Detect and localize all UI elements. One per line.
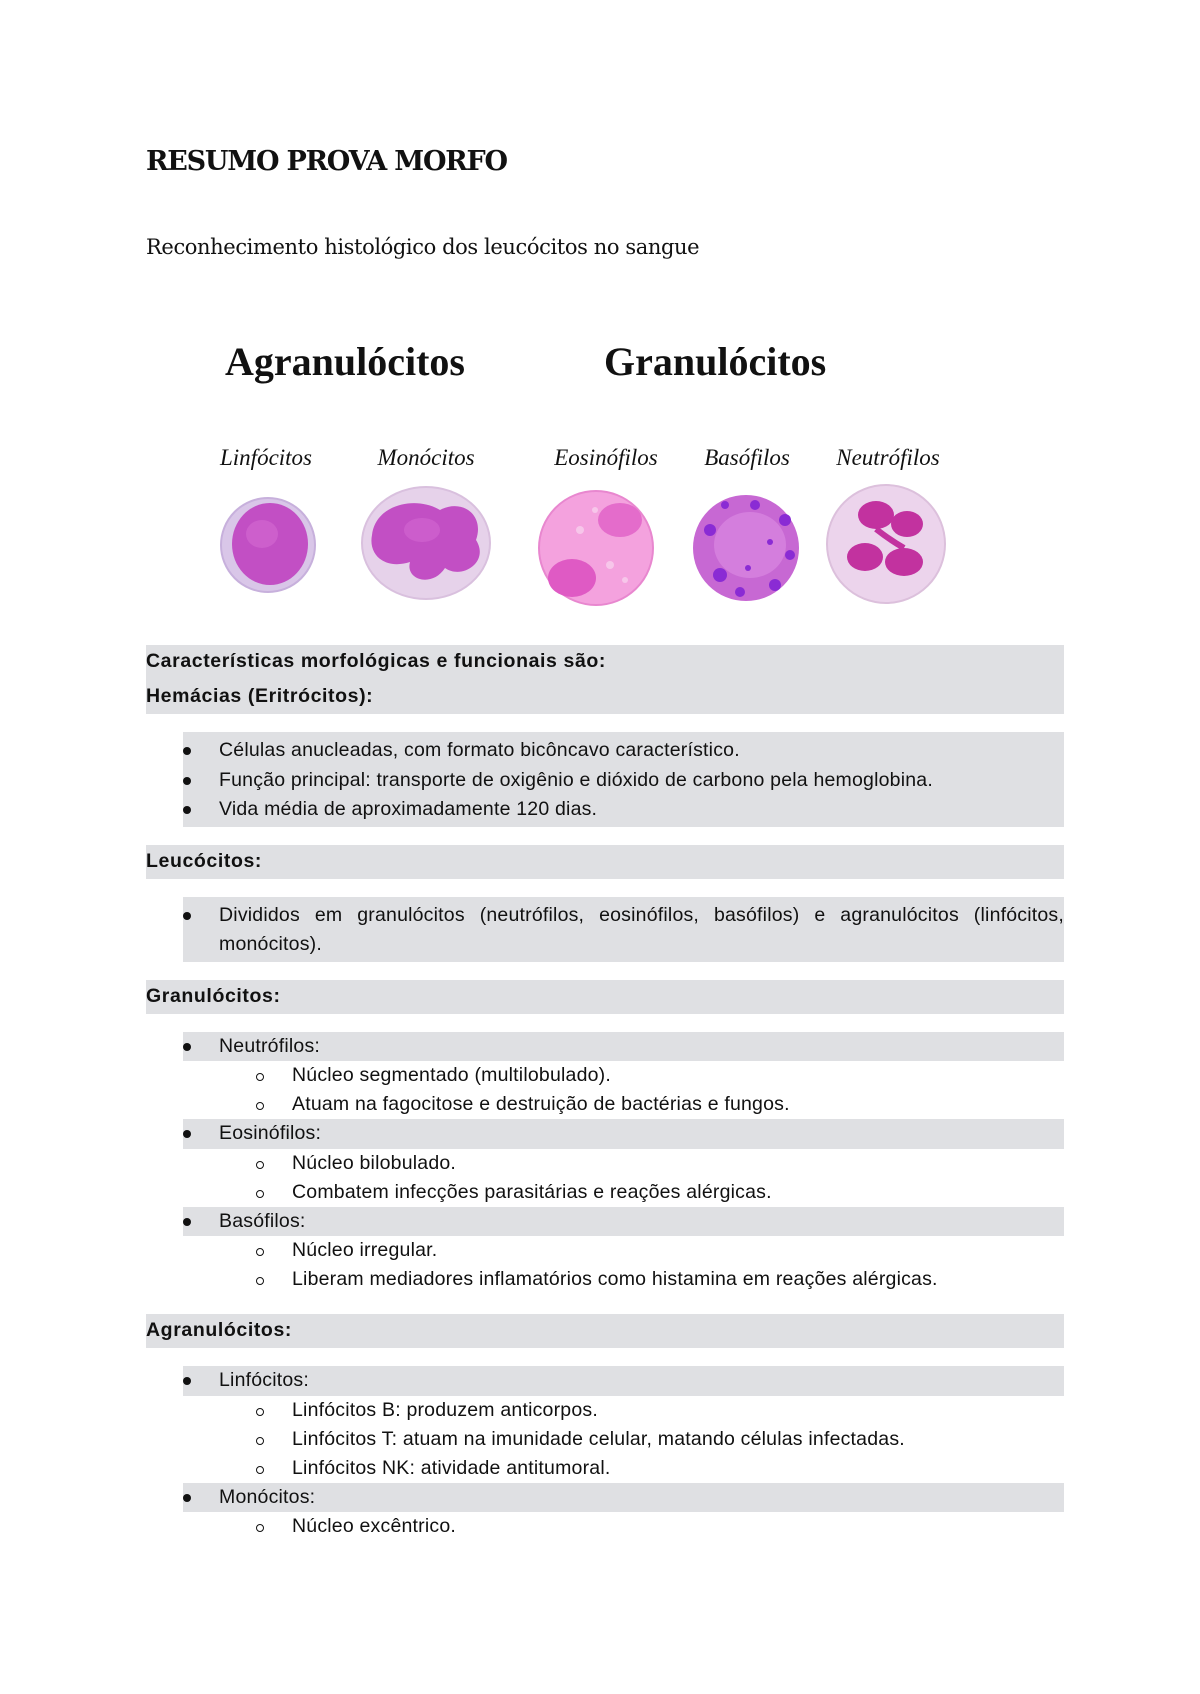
intro-block — [146, 645, 1064, 714]
figure-label-linfocitos: Linfócitos — [219, 445, 313, 470]
cell-illustrations — [200, 330, 960, 630]
list-group-neutrofilos — [146, 1032, 1064, 1120]
list-item: Vida média de aproximadamente 120 dias. — [183, 795, 1064, 825]
figure-label-eosinofilos: Eosinófilos — [554, 445, 658, 470]
list-item: Células anucleadas, com formato bicôncavo característico. — [183, 736, 1064, 766]
list-agranulocitos — [146, 1366, 1064, 1541]
document-subtitle: Reconhecimento histológico dos leucócitos no sangue — [146, 235, 700, 259]
lymphocyte-cell-icon — [221, 498, 315, 592]
list-hemacias — [183, 732, 1064, 827]
list-granulocitos — [146, 1032, 1064, 1295]
monocyte-cell-icon — [362, 487, 490, 599]
list-item-group-name: Monócitos: — [183, 1483, 1064, 1513]
list-item-group-name: Basófilos: — [183, 1207, 1064, 1237]
list-item: Função principal: transporte de oxigênio e dióxido de carbono pela hemoglobina. — [183, 766, 1064, 796]
section-title-granulocitos: Granulócitos: — [146, 984, 281, 1007]
figure-label-neutrofilos: Neutrófilos — [836, 445, 940, 470]
document-title: RESUMO PROVA MORFO — [146, 146, 507, 177]
list-subitem: Núcleo bilobulado. — [256, 1149, 1064, 1178]
list-group-linfocitos — [146, 1366, 1064, 1483]
list-subitem: Linfócitos NK: atividade antitumoral. — [256, 1454, 1064, 1483]
section-title-leucocitos: Leucócitos: — [146, 849, 263, 872]
document-content — [146, 645, 1064, 1541]
list-group-basofilos — [146, 1207, 1064, 1295]
list-subitem: Combatem infecções parasitárias e reações alérgicas. — [256, 1178, 1064, 1207]
list-subitem: Núcleo irregular. — [256, 1236, 1064, 1265]
list-subitem: Liberam mediadores inflamatórios como histamina em reações alérgicas. — [256, 1265, 1064, 1294]
list-item-group-name: Neutrófilos: — [183, 1032, 1064, 1062]
section-granulocitos-header — [146, 980, 1064, 1014]
list-item: Divididos em granulócitos (neutrófilos, eosinófilos, basófilos) e agranulócitos (linfócitos, monócitos). — [183, 901, 1064, 960]
basophil-cell-icon — [693, 495, 799, 601]
list-subitem: Linfócitos T: atuam na imunidade celular, matando células infectadas. — [256, 1425, 1064, 1454]
section-title-hemacias: Hemácias (Eritrócitos): — [146, 685, 374, 707]
list-subitem: Núcleo segmentado (multilobulado). — [256, 1061, 1064, 1090]
section-title-agranulocitos: Agranulócitos: — [146, 1319, 292, 1341]
list-subitem: Núcleo excêntrico. — [256, 1512, 1064, 1541]
figure-label-monocitos: Monócitos — [377, 445, 475, 470]
list-subitem: Linfócitos B: produzem anticorpos. — [256, 1396, 1064, 1425]
figure-group-granulocitos: Granulócitos — [604, 339, 827, 384]
list-item-group-name: Eosinófilos: — [183, 1119, 1064, 1149]
eosinophil-cell-icon — [539, 491, 653, 605]
intro-line-caracteristicas: Características morfológicas e funcionais são: — [146, 650, 606, 672]
list-leucocitos — [183, 897, 1064, 962]
leukocyte-figure — [200, 330, 960, 630]
list-item-group-name: Linfócitos: — [183, 1366, 1064, 1396]
list-subitem: Atuam na fagocitose e destruição de bactérias e fungos. — [256, 1090, 1064, 1119]
list-group-monocitos — [146, 1483, 1064, 1542]
figure-label-basofilos: Basófilos — [704, 445, 790, 470]
list-group-eosinofilos — [146, 1119, 1064, 1207]
figure-group-agranulocitos: Agranulócitos — [225, 339, 465, 384]
section-agranulocitos-header — [146, 1314, 1064, 1348]
section-leucocitos-header — [146, 845, 1064, 879]
neutrophil-cell-icon — [827, 485, 945, 603]
